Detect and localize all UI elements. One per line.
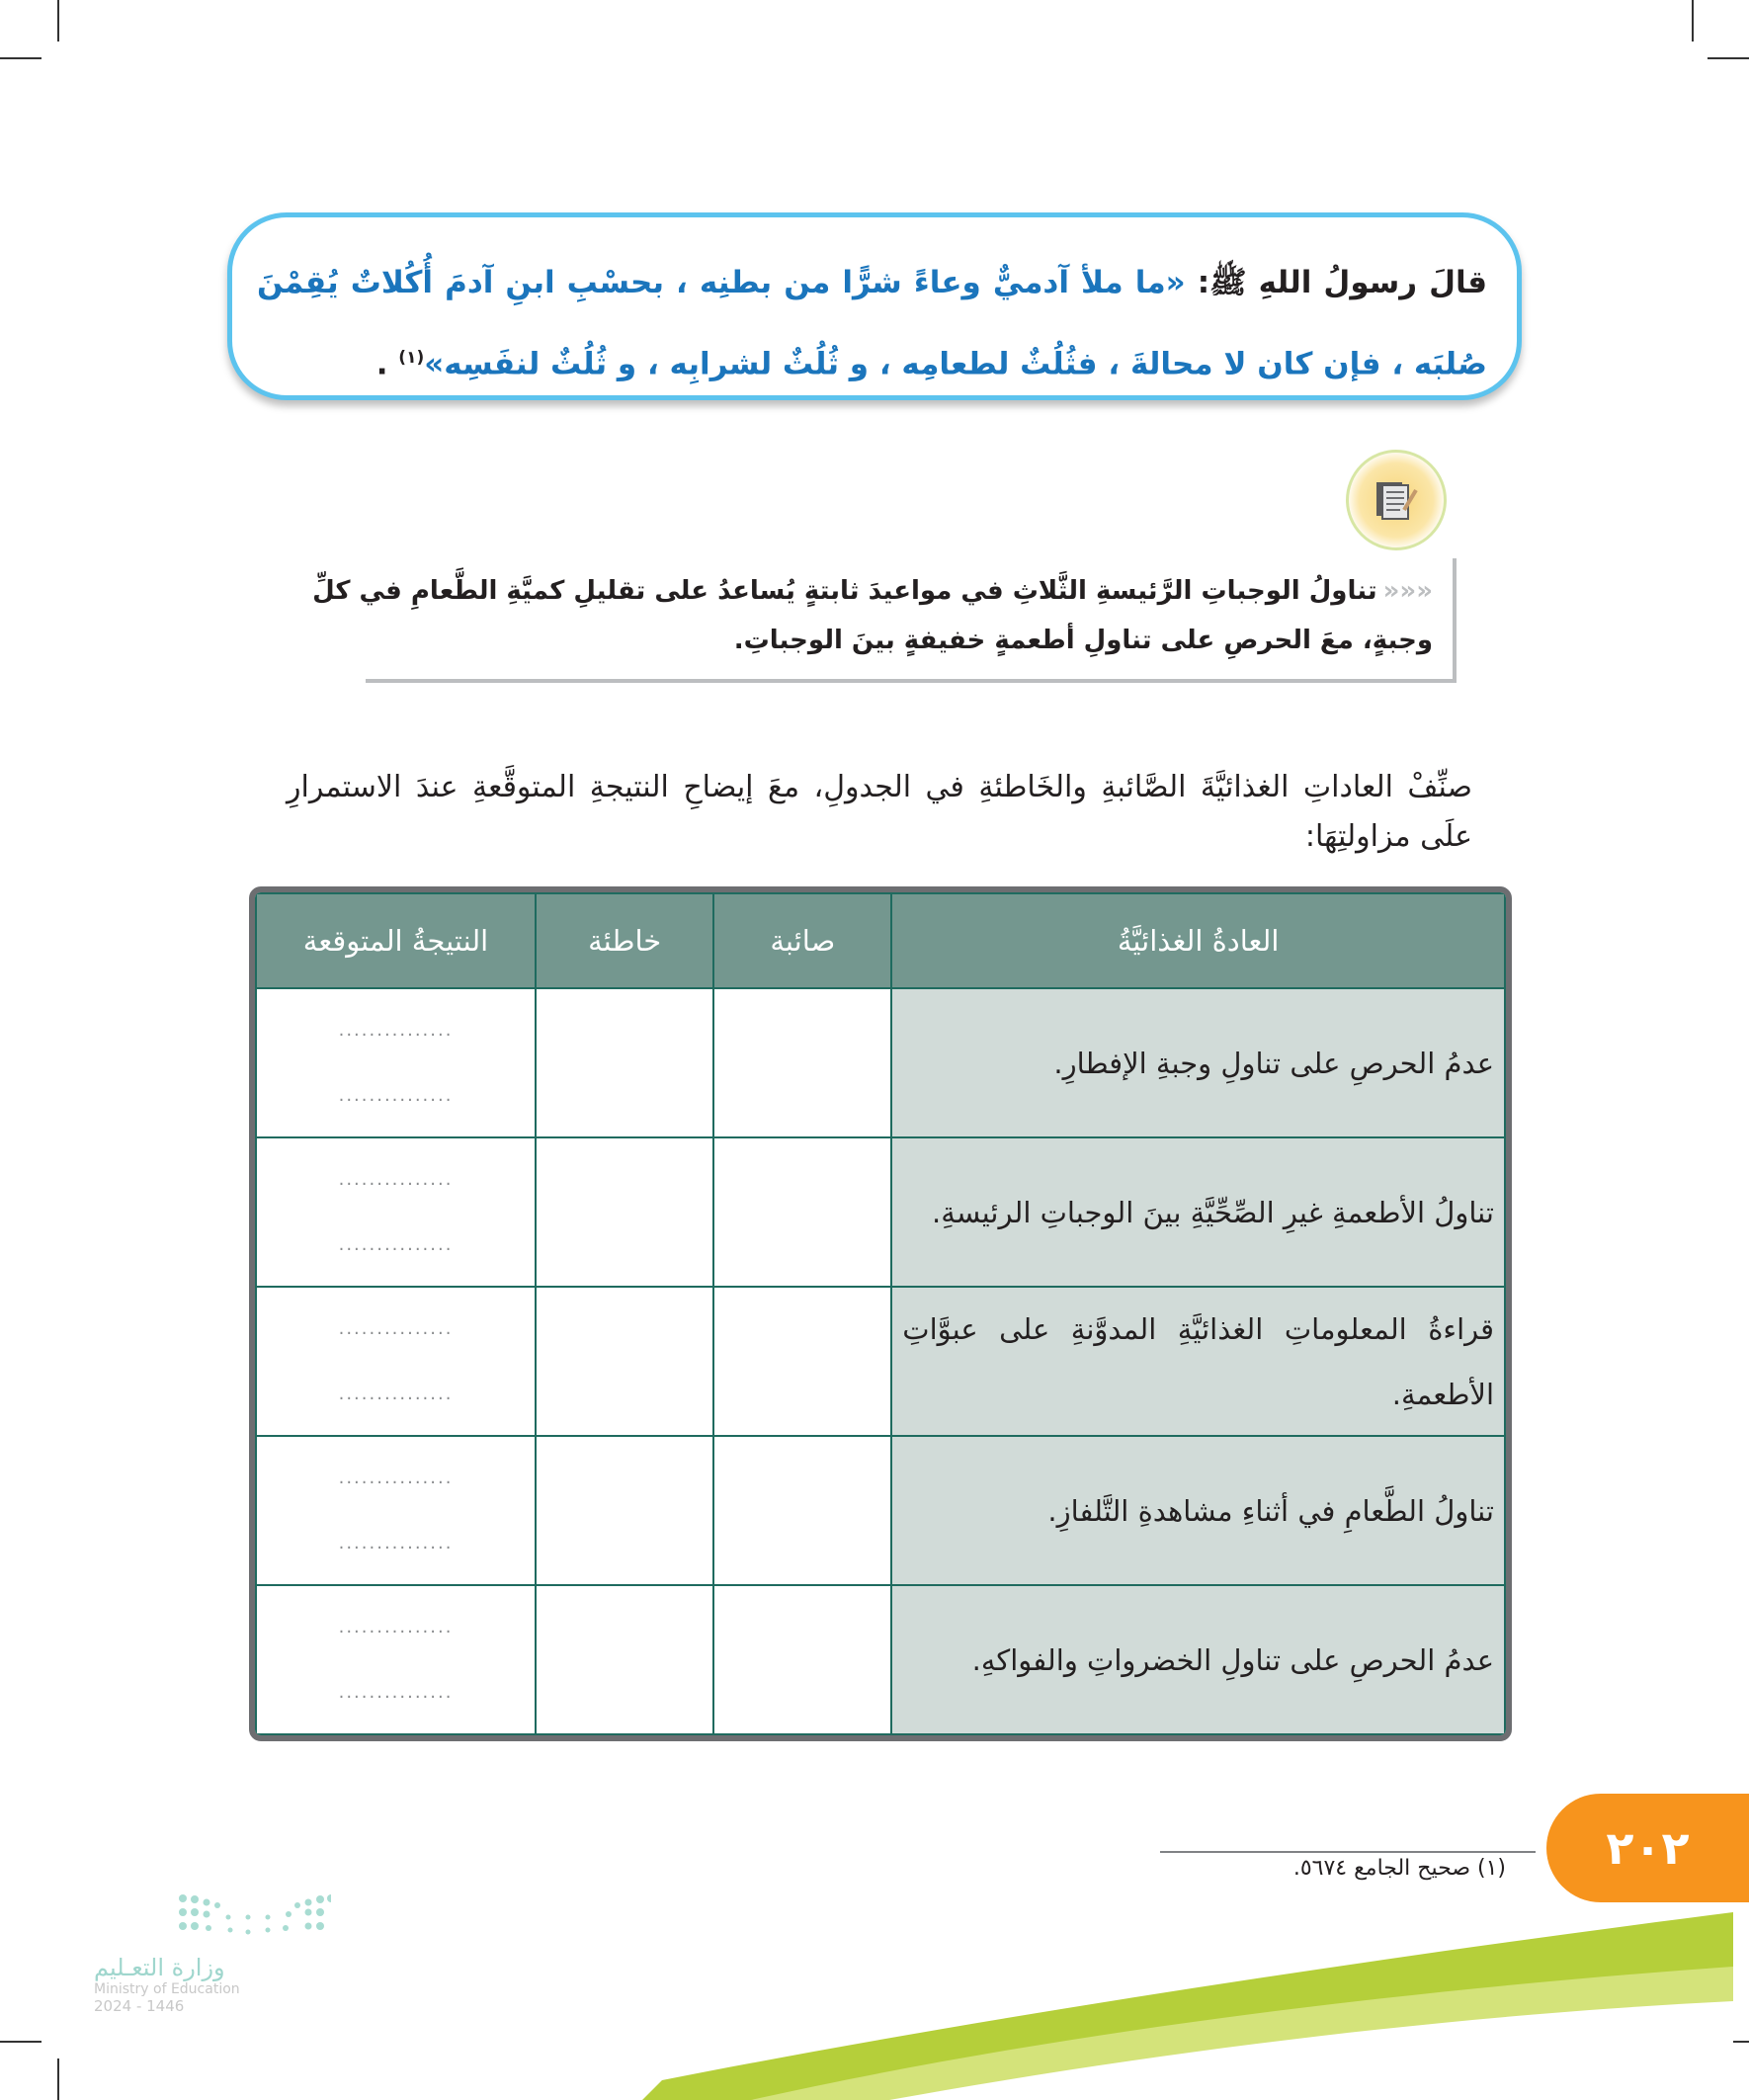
- correct-cell[interactable]: [713, 988, 891, 1137]
- answer-line[interactable]: ...............: [338, 1019, 454, 1041]
- footnote: (١) صحيح الجامع ٥٦٧٤.: [1292, 1856, 1506, 1881]
- correct-cell[interactable]: [713, 1287, 891, 1436]
- tip-text: [272, 566, 1433, 665]
- answer-line[interactable]: ...............: [338, 1532, 454, 1554]
- table-header-row: [256, 893, 1505, 988]
- page-number: ٢٠٢: [1546, 1794, 1749, 1902]
- correct-cell[interactable]: [713, 1436, 891, 1585]
- activity-instruction: صنِّفْ العاداتِ الغذائيَّةَ الصَّائبةِ والخَاطئةِ في الجدولِ، معَ إيضاحِ النتيجةِ المتوقَّعةِ عندَ الاستمرارِ علَى مزاولتِهَا:: [287, 770, 1472, 854]
- habit-cell: عدمُ الحرصِ على تناولِ الخضرواتِ والفواكهِ.: [891, 1585, 1505, 1734]
- logo-english: Ministry of Education: [94, 1981, 240, 1997]
- wrong-cell[interactable]: [536, 1585, 713, 1734]
- logo-dots-icon: [173, 1892, 331, 1942]
- result-cell[interactable]: [256, 1585, 536, 1734]
- quote-text: «ما ملأ آدميٌّ وعاءً شرًّا من بطنِه ، بحسْبِ ابنِ آدمَ أُكُلاتٌ يُقِمْنَ صُلبَه ، فإن كان لا محالةَ ، فثُلُثٌ لطعامِه ، و ثُلُثٌ لشرابِه ، و ثُلُثٌ لنفَسِه»: [257, 265, 1487, 382]
- table-row: [256, 1436, 1505, 1585]
- logo-arabic: وزارة التعـليم: [94, 1954, 225, 1981]
- crop-mark: [1707, 57, 1749, 59]
- hadith-quote-box: [227, 212, 1522, 400]
- table-row: [256, 1585, 1505, 1734]
- habit-cell: قراءةُ المعلوماتِ الغذائيَّةِ المدوَّنةِ على عبوَّاتِ الأطعمةِ.: [891, 1287, 1505, 1436]
- quote-lead: قالَ رسولُ اللهِ ﷺ:: [1185, 265, 1487, 300]
- result-cell[interactable]: [256, 1287, 536, 1436]
- crop-mark: [1692, 0, 1694, 42]
- answer-line[interactable]: ...............: [338, 1317, 454, 1339]
- table-row: [256, 1287, 1505, 1436]
- answer-line[interactable]: ...............: [338, 1383, 454, 1404]
- table-row: [256, 1137, 1505, 1287]
- wrong-cell[interactable]: [536, 1137, 713, 1287]
- logo-year: 2024 - 1446: [94, 1997, 185, 2015]
- habit-cell: تناولُ الطَّعامِ في أثناءِ مشاهدةِ التَّلفازِ.: [891, 1436, 1505, 1585]
- answer-line[interactable]: ...............: [338, 1467, 454, 1488]
- notes-icon: [1346, 450, 1447, 550]
- answer-line[interactable]: ...............: [338, 1168, 454, 1190]
- result-cell[interactable]: [256, 1436, 536, 1585]
- quote-end: .: [375, 346, 399, 382]
- header-correct: صائبة: [713, 893, 891, 988]
- footnote-ref: (١): [398, 348, 425, 368]
- habit-cell: تناولُ الأطعمةِ غيرِ الصِّحِّيَّةِ بينَ الوجباتِ الرئيسةِ.: [891, 1137, 1505, 1287]
- answer-line[interactable]: ...............: [338, 1616, 454, 1638]
- tip-block: [312, 558, 1457, 683]
- header-wrong: خاطئة: [536, 893, 713, 988]
- habit-cell: عدمُ الحرصِ على تناولِ وجبةِ الإفطارِ.: [891, 988, 1505, 1137]
- wrong-cell[interactable]: [536, 1287, 713, 1436]
- crop-mark: [57, 0, 59, 42]
- header-habit: العادةُ الغذائيَّةُ: [891, 893, 1505, 988]
- crop-mark: [0, 57, 42, 59]
- answer-line[interactable]: ...............: [338, 1681, 454, 1703]
- hadith-quote: [257, 245, 1487, 401]
- header-result: النتيجةُ المتوقعة: [256, 893, 536, 988]
- answer-line[interactable]: ...............: [338, 1233, 454, 1255]
- table-row: [256, 988, 1505, 1137]
- wrong-cell[interactable]: [536, 1436, 713, 1585]
- wrong-cell[interactable]: [536, 988, 713, 1137]
- tip-body: تناولُ الوجباتِ الرَّئيسةِ الثَّلاثِ في مواعيدَ ثابتةٍ يُساعدُ على تقليلِ كميَّةِ الطَّعامِ في كلِّ وجبةٍ، معَ الحرصِ على تناولِ أطعمةٍ خفيفةٍ بينَ الوجباتِ.: [312, 576, 1433, 655]
- footnote-divider: [1160, 1851, 1536, 1853]
- ministry-logo: [94, 1892, 331, 2015]
- correct-cell[interactable]: [713, 1585, 891, 1734]
- tip-marker: «««: [1382, 576, 1433, 606]
- habits-table: [249, 886, 1512, 1741]
- answer-line[interactable]: ...............: [338, 1084, 454, 1106]
- correct-cell[interactable]: [713, 1137, 891, 1287]
- result-cell[interactable]: [256, 988, 536, 1137]
- result-cell[interactable]: [256, 1137, 536, 1287]
